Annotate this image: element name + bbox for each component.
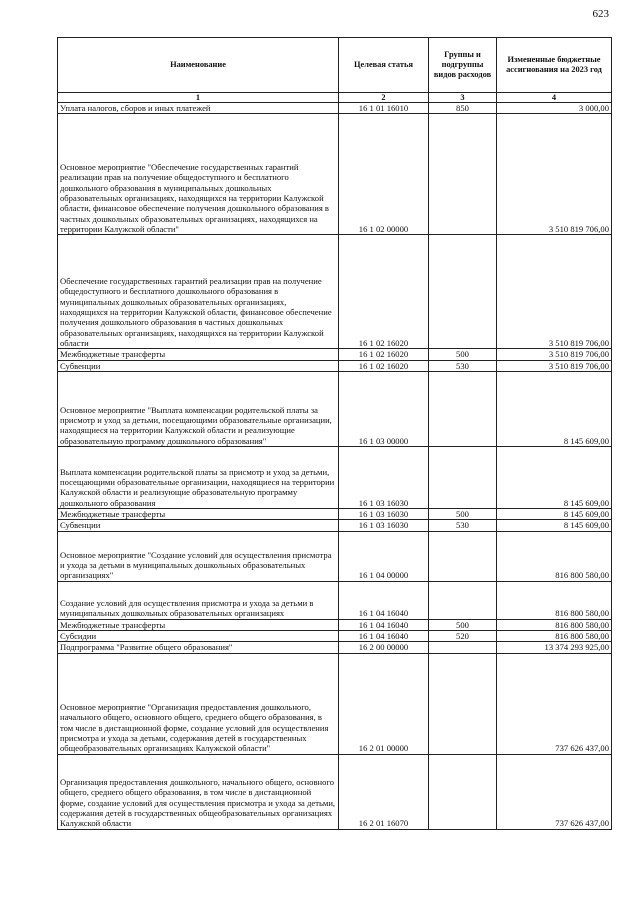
row-amount: 816 800 580,00 — [497, 630, 612, 641]
row-group: 850 — [429, 103, 497, 114]
row-name: Субсидии — [58, 630, 339, 641]
row-amount: 8 145 609,00 — [497, 371, 612, 446]
row-amount: 8 145 609,00 — [497, 520, 612, 531]
row-code: 16 1 03 16030 — [339, 446, 429, 508]
header-target-article: Целевая статья — [339, 38, 429, 93]
table-row — [58, 371, 612, 446]
header-row — [58, 38, 612, 93]
row-code: 16 1 04 16040 — [339, 619, 429, 630]
row-group: 530 — [429, 360, 497, 371]
row-name: Выплата компенсации родительской платы за присмотр и уход за детьми, посещающими образовательные организации, находящиеся на территории Калужской области и реализующие образовательную программу дошкольного образования — [58, 446, 339, 508]
row-amount: 737 626 437,00 — [497, 754, 612, 829]
row-group — [429, 371, 497, 446]
row-code: 16 1 04 16040 — [339, 581, 429, 619]
row-group — [429, 581, 497, 619]
table-row — [58, 642, 612, 653]
budget-table — [57, 37, 612, 830]
row-group — [429, 235, 497, 349]
row-name: Создание условий для осуществления присмотра и ухода за детьми в муниципальных дошкольных образовательных организациях — [58, 581, 339, 619]
row-group — [429, 446, 497, 508]
row-group — [429, 642, 497, 653]
row-group: 520 — [429, 630, 497, 641]
page-number: 623 — [592, 8, 609, 20]
row-name: Субвенции — [58, 520, 339, 531]
row-name: Основное мероприятие "Создание условий для осуществления присмотра и ухода за детьми в муниципальных дошкольных образовательных организациях" — [58, 531, 339, 581]
row-code: 16 1 03 16030 — [339, 508, 429, 519]
row-group: 500 — [429, 508, 497, 519]
row-name: Подпрограмма "Развитие общего образования" — [58, 642, 339, 653]
row-amount: 737 626 437,00 — [497, 653, 612, 754]
row-code: 16 1 02 00000 — [339, 114, 429, 235]
row-name: Обеспечение государственных гарантий реализации прав на получение общедоступного и бесплатного дошкольного образования в муниципальных дошкольных образовательных организациях, находящихся на территории Калужской области, финансовое обеспечение получения дошкольного образования в частных дошкольных образовательных организациях, находящихся на территории Калужской области — [58, 235, 339, 349]
row-name: Организация предоставления дошкольного, начального общего, основного общего, среднего общего образования, в том числе в дистанционной форме, создание условий для осуществления присмотра и ухода за детьми, содержания детей в государственных общеобразовательных организациях Калужской области — [58, 754, 339, 829]
row-group — [429, 114, 497, 235]
row-amount: 3 510 819 706,00 — [497, 360, 612, 371]
row-code: 16 2 01 16070 — [339, 754, 429, 829]
row-code: 16 1 04 00000 — [339, 531, 429, 581]
row-name: Межбюджетные трансферты — [58, 508, 339, 519]
row-name: Субвенции — [58, 360, 339, 371]
table-row — [58, 349, 612, 360]
row-amount: 816 800 580,00 — [497, 619, 612, 630]
table-row — [58, 653, 612, 754]
row-group — [429, 531, 497, 581]
header-name: Наименование — [58, 38, 339, 93]
row-name: Основное мероприятие "Обеспечение государственных гарантий реализации прав на получение общедоступного и бесплатного дошкольного образования в муниципальных дошкольных образовательных организациях, находящихся на территории Калужской области, финансовое обеспечение получения дошкольного образования в частных дошкольных образовательных организациях, находящихся на территории Калужской области" — [58, 114, 339, 235]
table-row — [58, 235, 612, 349]
row-code: 16 2 01 00000 — [339, 653, 429, 754]
row-amount: 8 145 609,00 — [497, 508, 612, 519]
header-groups: Группы и подгруппы видов расходов — [429, 38, 497, 93]
row-code: 16 1 02 16020 — [339, 235, 429, 349]
column-number: 2 — [339, 93, 429, 103]
table-row — [58, 754, 612, 829]
row-group — [429, 754, 497, 829]
table-row — [58, 360, 612, 371]
row-code: 16 1 04 16040 — [339, 630, 429, 641]
column-number: 3 — [429, 93, 497, 103]
row-amount: 3 000,00 — [497, 103, 612, 114]
header-amount: Измененные бюджетные ассигнования на 2023 год — [497, 38, 612, 93]
row-amount: 816 800 580,00 — [497, 531, 612, 581]
table-row — [58, 520, 612, 531]
column-number: 1 — [58, 93, 339, 103]
row-name: Уплата налогов, сборов и иных платежей — [58, 103, 339, 114]
row-name: Межбюджетные трансферты — [58, 349, 339, 360]
table-row — [58, 630, 612, 641]
column-number: 4 — [497, 93, 612, 103]
row-amount: 3 510 819 706,00 — [497, 235, 612, 349]
row-name: Межбюджетные трансферты — [58, 619, 339, 630]
row-name: Основное мероприятие "Организация предоставления дошкольного, начального общего, основного общего, среднего общего образования, в том числе в дистанционной форме, создание условий для осуществления присмотра и ухода за детьми, содержания детей в государственных общеобразовательных организациях Калужской области" — [58, 653, 339, 754]
row-code: 16 1 03 00000 — [339, 371, 429, 446]
table-row — [58, 508, 612, 519]
row-code: 16 2 00 00000 — [339, 642, 429, 653]
table-row — [58, 114, 612, 235]
table-row — [58, 531, 612, 581]
row-group: 500 — [429, 349, 497, 360]
row-amount: 816 800 580,00 — [497, 581, 612, 619]
table-row — [58, 581, 612, 619]
row-amount: 8 145 609,00 — [497, 446, 612, 508]
row-group — [429, 653, 497, 754]
row-group: 500 — [429, 619, 497, 630]
table-row — [58, 619, 612, 630]
row-code: 16 1 01 16010 — [339, 103, 429, 114]
row-amount: 3 510 819 706,00 — [497, 349, 612, 360]
column-number-row — [58, 93, 612, 103]
table-row — [58, 103, 612, 114]
row-name: Основное мероприятие "Выплата компенсации родительской платы за присмотр и уход за детьми, посещающими образовательные организации, находящиеся на территории Калужской области и реализующие образовательную программу дошкольного образования" — [58, 371, 339, 446]
row-code: 16 1 02 16020 — [339, 360, 429, 371]
row-group: 530 — [429, 520, 497, 531]
table-row — [58, 446, 612, 508]
row-code: 16 1 03 16030 — [339, 520, 429, 531]
row-code: 16 1 02 16020 — [339, 349, 429, 360]
row-amount: 3 510 819 706,00 — [497, 114, 612, 235]
row-amount: 13 374 293 925,00 — [497, 642, 612, 653]
